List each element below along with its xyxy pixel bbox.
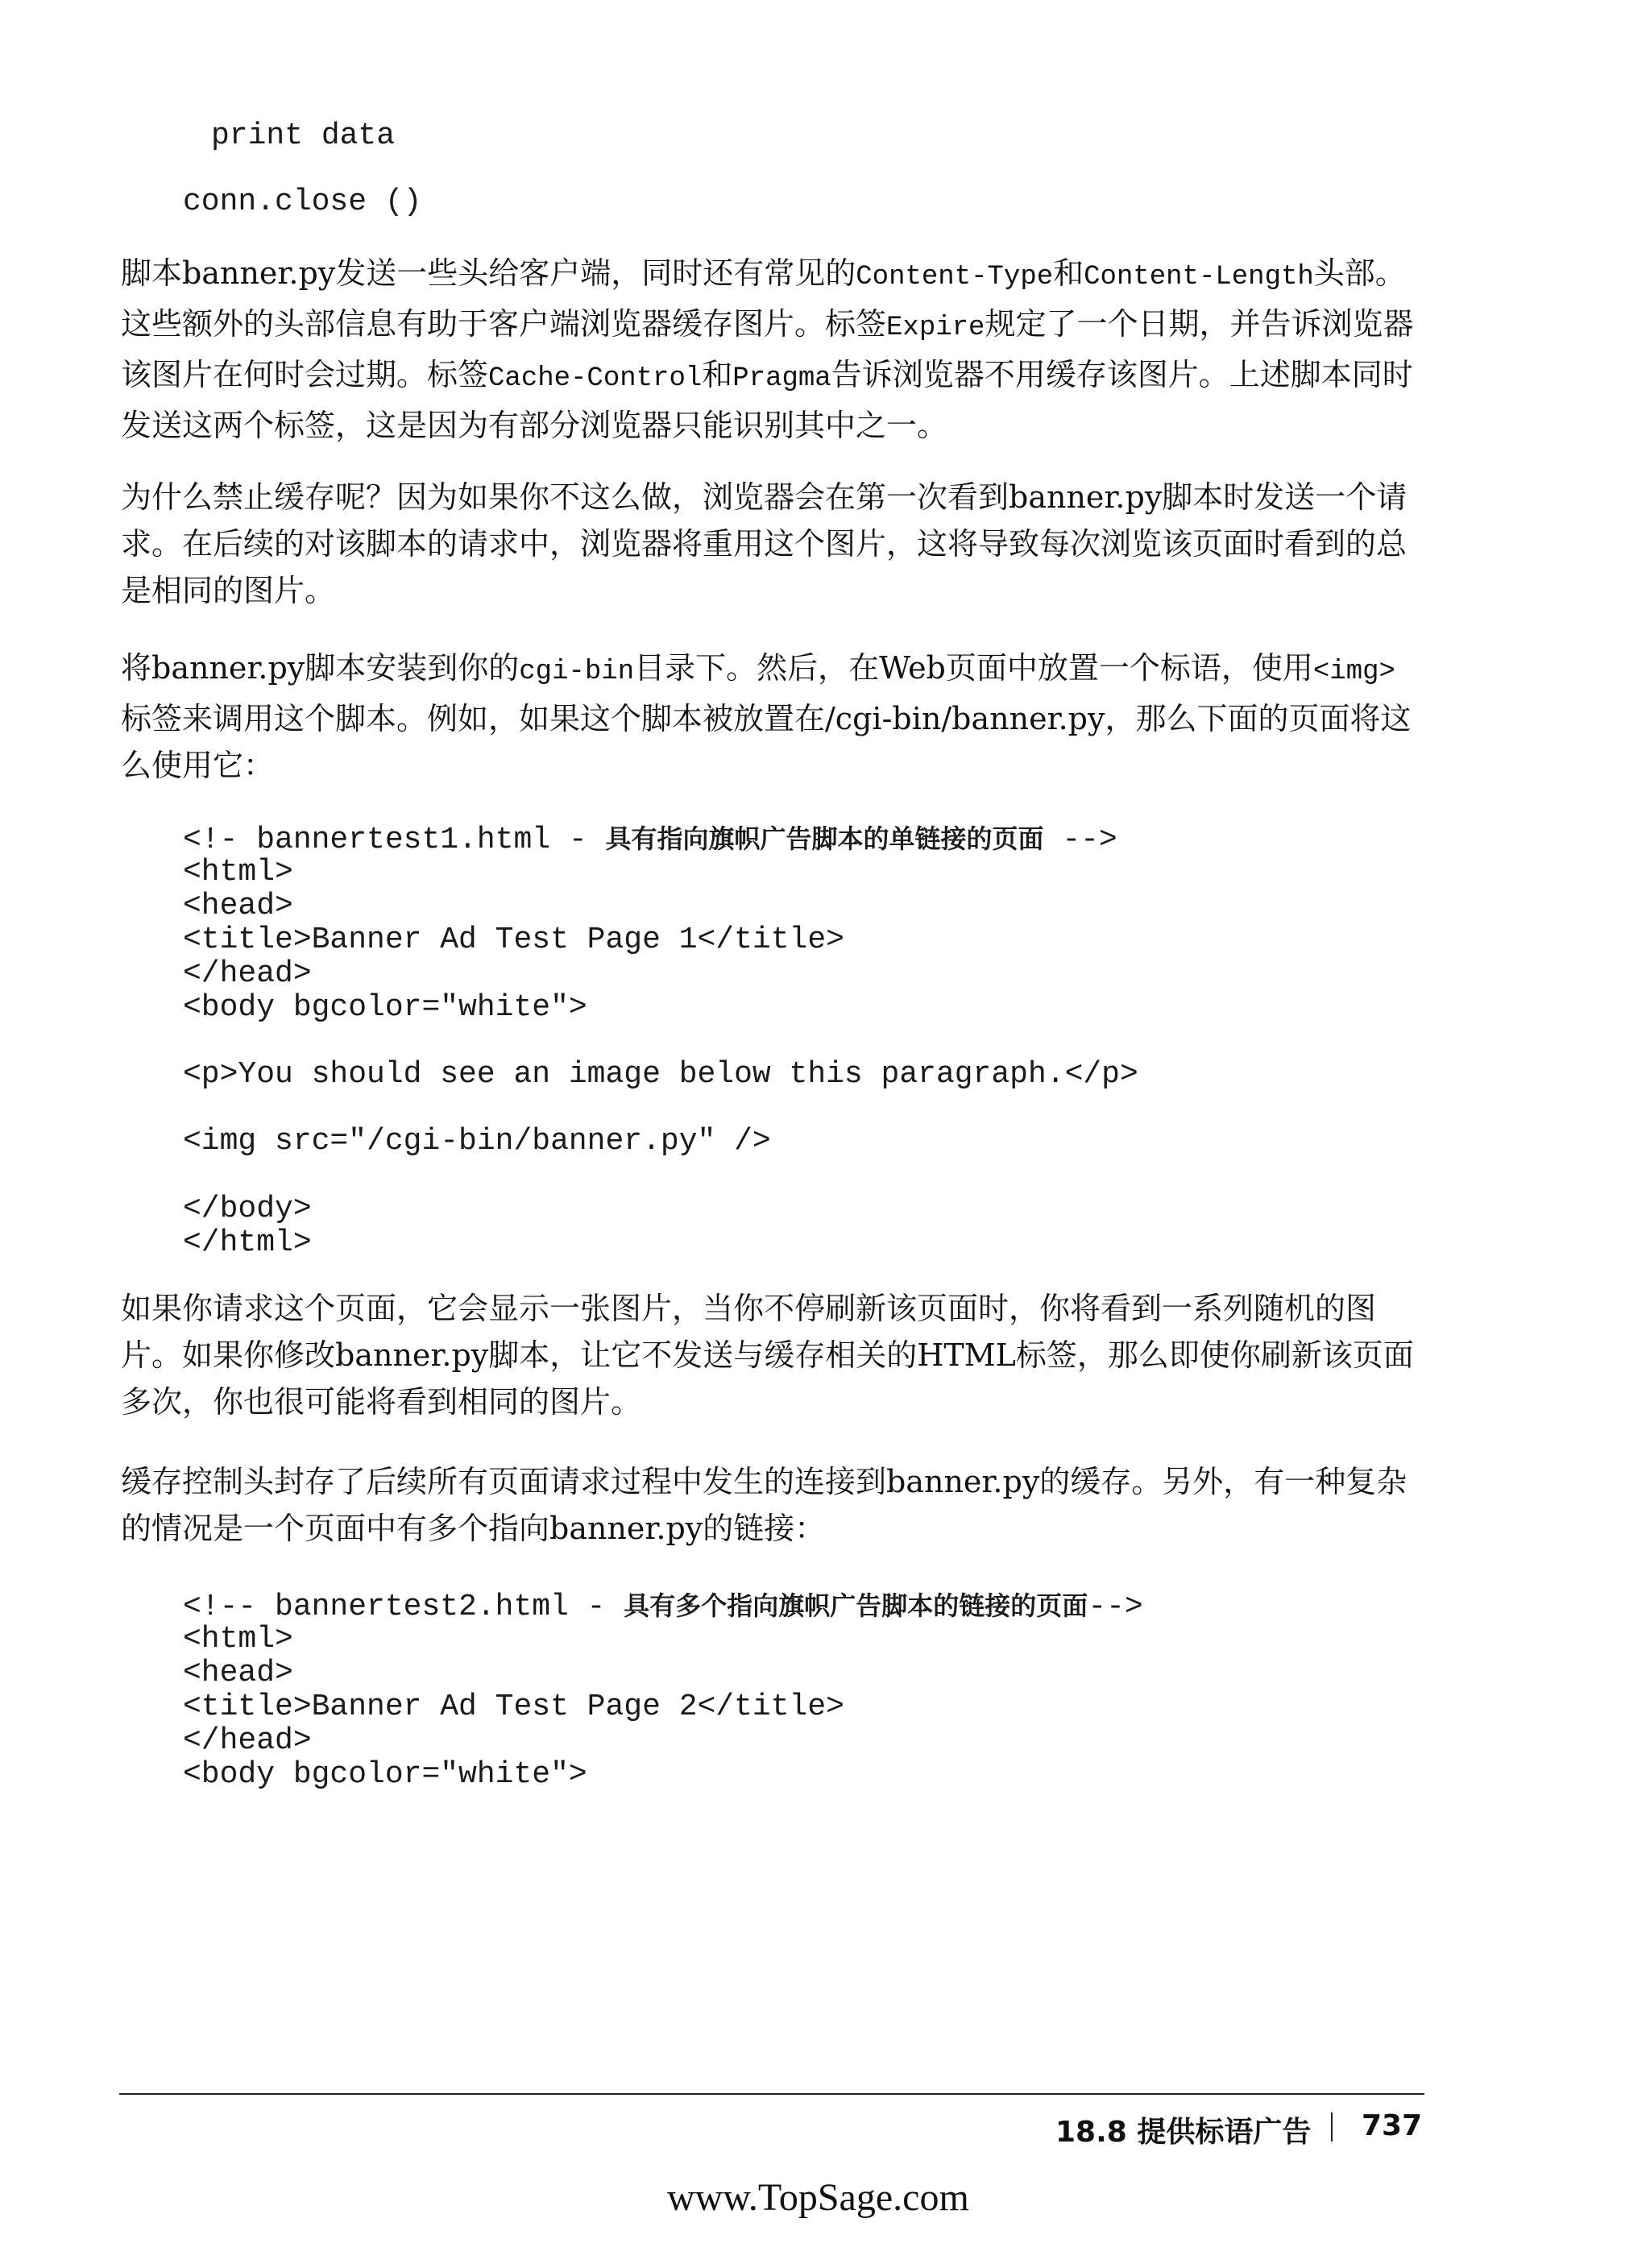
code2-line-4: <title>Banner Ad Test Page 2</title>	[183, 1690, 844, 1724]
code-line-print: print data	[211, 118, 396, 153]
code1-comment-start: <!- bannertest1.html -	[183, 823, 606, 857]
code2-comment-cn: 具有多个指向旗帜广告脚本的链接的页面	[624, 1590, 1088, 1621]
para1-text-2: 和	[1053, 255, 1084, 291]
paragraph-cache-headers	[121, 250, 1418, 449]
paragraph-multiple-links	[121, 1458, 1418, 1552]
code2-line-3: <head>	[183, 1656, 293, 1690]
para1-text-4: 规定了一个日期，并告诉浏览器该图片在何时会过期。标签	[121, 306, 1414, 392]
code2-line-2: <html>	[183, 1622, 293, 1656]
code1-line-5: </head>	[183, 956, 312, 991]
para3-code-img: <img>	[1312, 657, 1395, 687]
footer-rule	[119, 2093, 1424, 2095]
code1-line-2: <html>	[183, 855, 293, 889]
paragraph-why-disable-cache	[121, 474, 1418, 614]
code2-line-1	[183, 1589, 1143, 1624]
para1-code-cache-control: Cache-Control	[488, 363, 703, 394]
paragraph-refresh-behavior	[121, 1285, 1418, 1425]
para1-text-6: 告诉浏览器不用缓存该图片。上述脚本同时发送这两个标签，这是因为有部分浏览器只能识别其中之一。	[121, 357, 1413, 443]
code1-comment-cn: 具有指向旗帜广告脚本的单链接的页面	[605, 823, 1044, 854]
code1-line-1	[183, 822, 1117, 857]
para3-text-2: 目录下。然后，在Web页面中放置一个标语，使用	[634, 650, 1313, 686]
code1-line-8: <img src="/cgi-bin/banner.py" />	[183, 1124, 771, 1159]
code2-line-5: </head>	[183, 1723, 312, 1758]
para3-code-cgi-bin: cgi-bin	[519, 657, 635, 687]
code1-comment-end: -->	[1043, 823, 1117, 857]
watermark-url: www.TopSage.com	[667, 2176, 969, 2219]
para5-text: 缓存控制头封存了后续所有页面请求过程中发生的连接到banner.py的缓存。另外，有一种复杂的情况是一个页面中有多个指向banner.py的链接：	[121, 1464, 1407, 1546]
code2-comment-start: <!-- bannertest2.html -	[183, 1590, 624, 1624]
para1-text-5: 和	[702, 357, 733, 392]
code2-comment-end: -->	[1088, 1590, 1143, 1624]
para1-text-1: 脚本banner.py发送一些头给客户端，同时还有常见的	[121, 255, 856, 291]
para1-code-content-length: Content-Length	[1084, 262, 1314, 292]
para2-text: 为什么禁止缓存呢？因为如果你不这么做，浏览器会在第一次看到banner.py脚本时发送一个请求。在后续的对该脚本的请求中，浏览器将重用这个图片，这将导致每次浏览该页面时看到的总是相同的图片。	[121, 479, 1407, 608]
code1-line-4: <title>Banner Ad Test Page 1</title>	[183, 923, 844, 957]
para3-text-3: 标签来调用这个脚本。例如，如果这个脚本被放置在/cgi-bin/banner.py，那么下面的页面将这么使用它：	[121, 701, 1412, 783]
code1-line-7: <p>You should see an image below this paragraph.</p>	[183, 1057, 1138, 1092]
paragraph-install-script	[121, 645, 1418, 789]
para3-text-1: 将banner.py脚本安装到你的	[121, 650, 520, 686]
code1-line-9: </body>	[183, 1192, 312, 1226]
footer-section-title: 18.8 提供标语广告	[1055, 2116, 1312, 2149]
code1-line-10: </html>	[183, 1225, 312, 1260]
code2-line-6: <body bgcolor="white">	[183, 1757, 587, 1792]
footer-separator	[1331, 2113, 1333, 2142]
para1-code-pragma: Pragma	[732, 363, 831, 394]
para1-text-3: 头部。这些额外的头部信息有助于客户端浏览器缓存图片。标签	[121, 255, 1406, 342]
code-line-close: conn.close ()	[183, 185, 422, 219]
code1-line-6: <body bgcolor="white">	[183, 990, 587, 1025]
para1-code-expire: Expire	[886, 313, 985, 343]
page-number: 737	[1362, 2109, 1423, 2142]
para1-code-content-type: Content-Type	[856, 262, 1054, 292]
para4-text: 如果你请求这个页面，它会显示一张图片，当你不停刷新该页面时，你将看到一系列随机的图片。如果你修改banner.py脚本，让它不发送与缓存相关的HTML标签，那么即使你刷新该页面多次，你也很可能将看到相同的图片。	[121, 1291, 1414, 1420]
code1-line-3: <head>	[183, 889, 293, 923]
